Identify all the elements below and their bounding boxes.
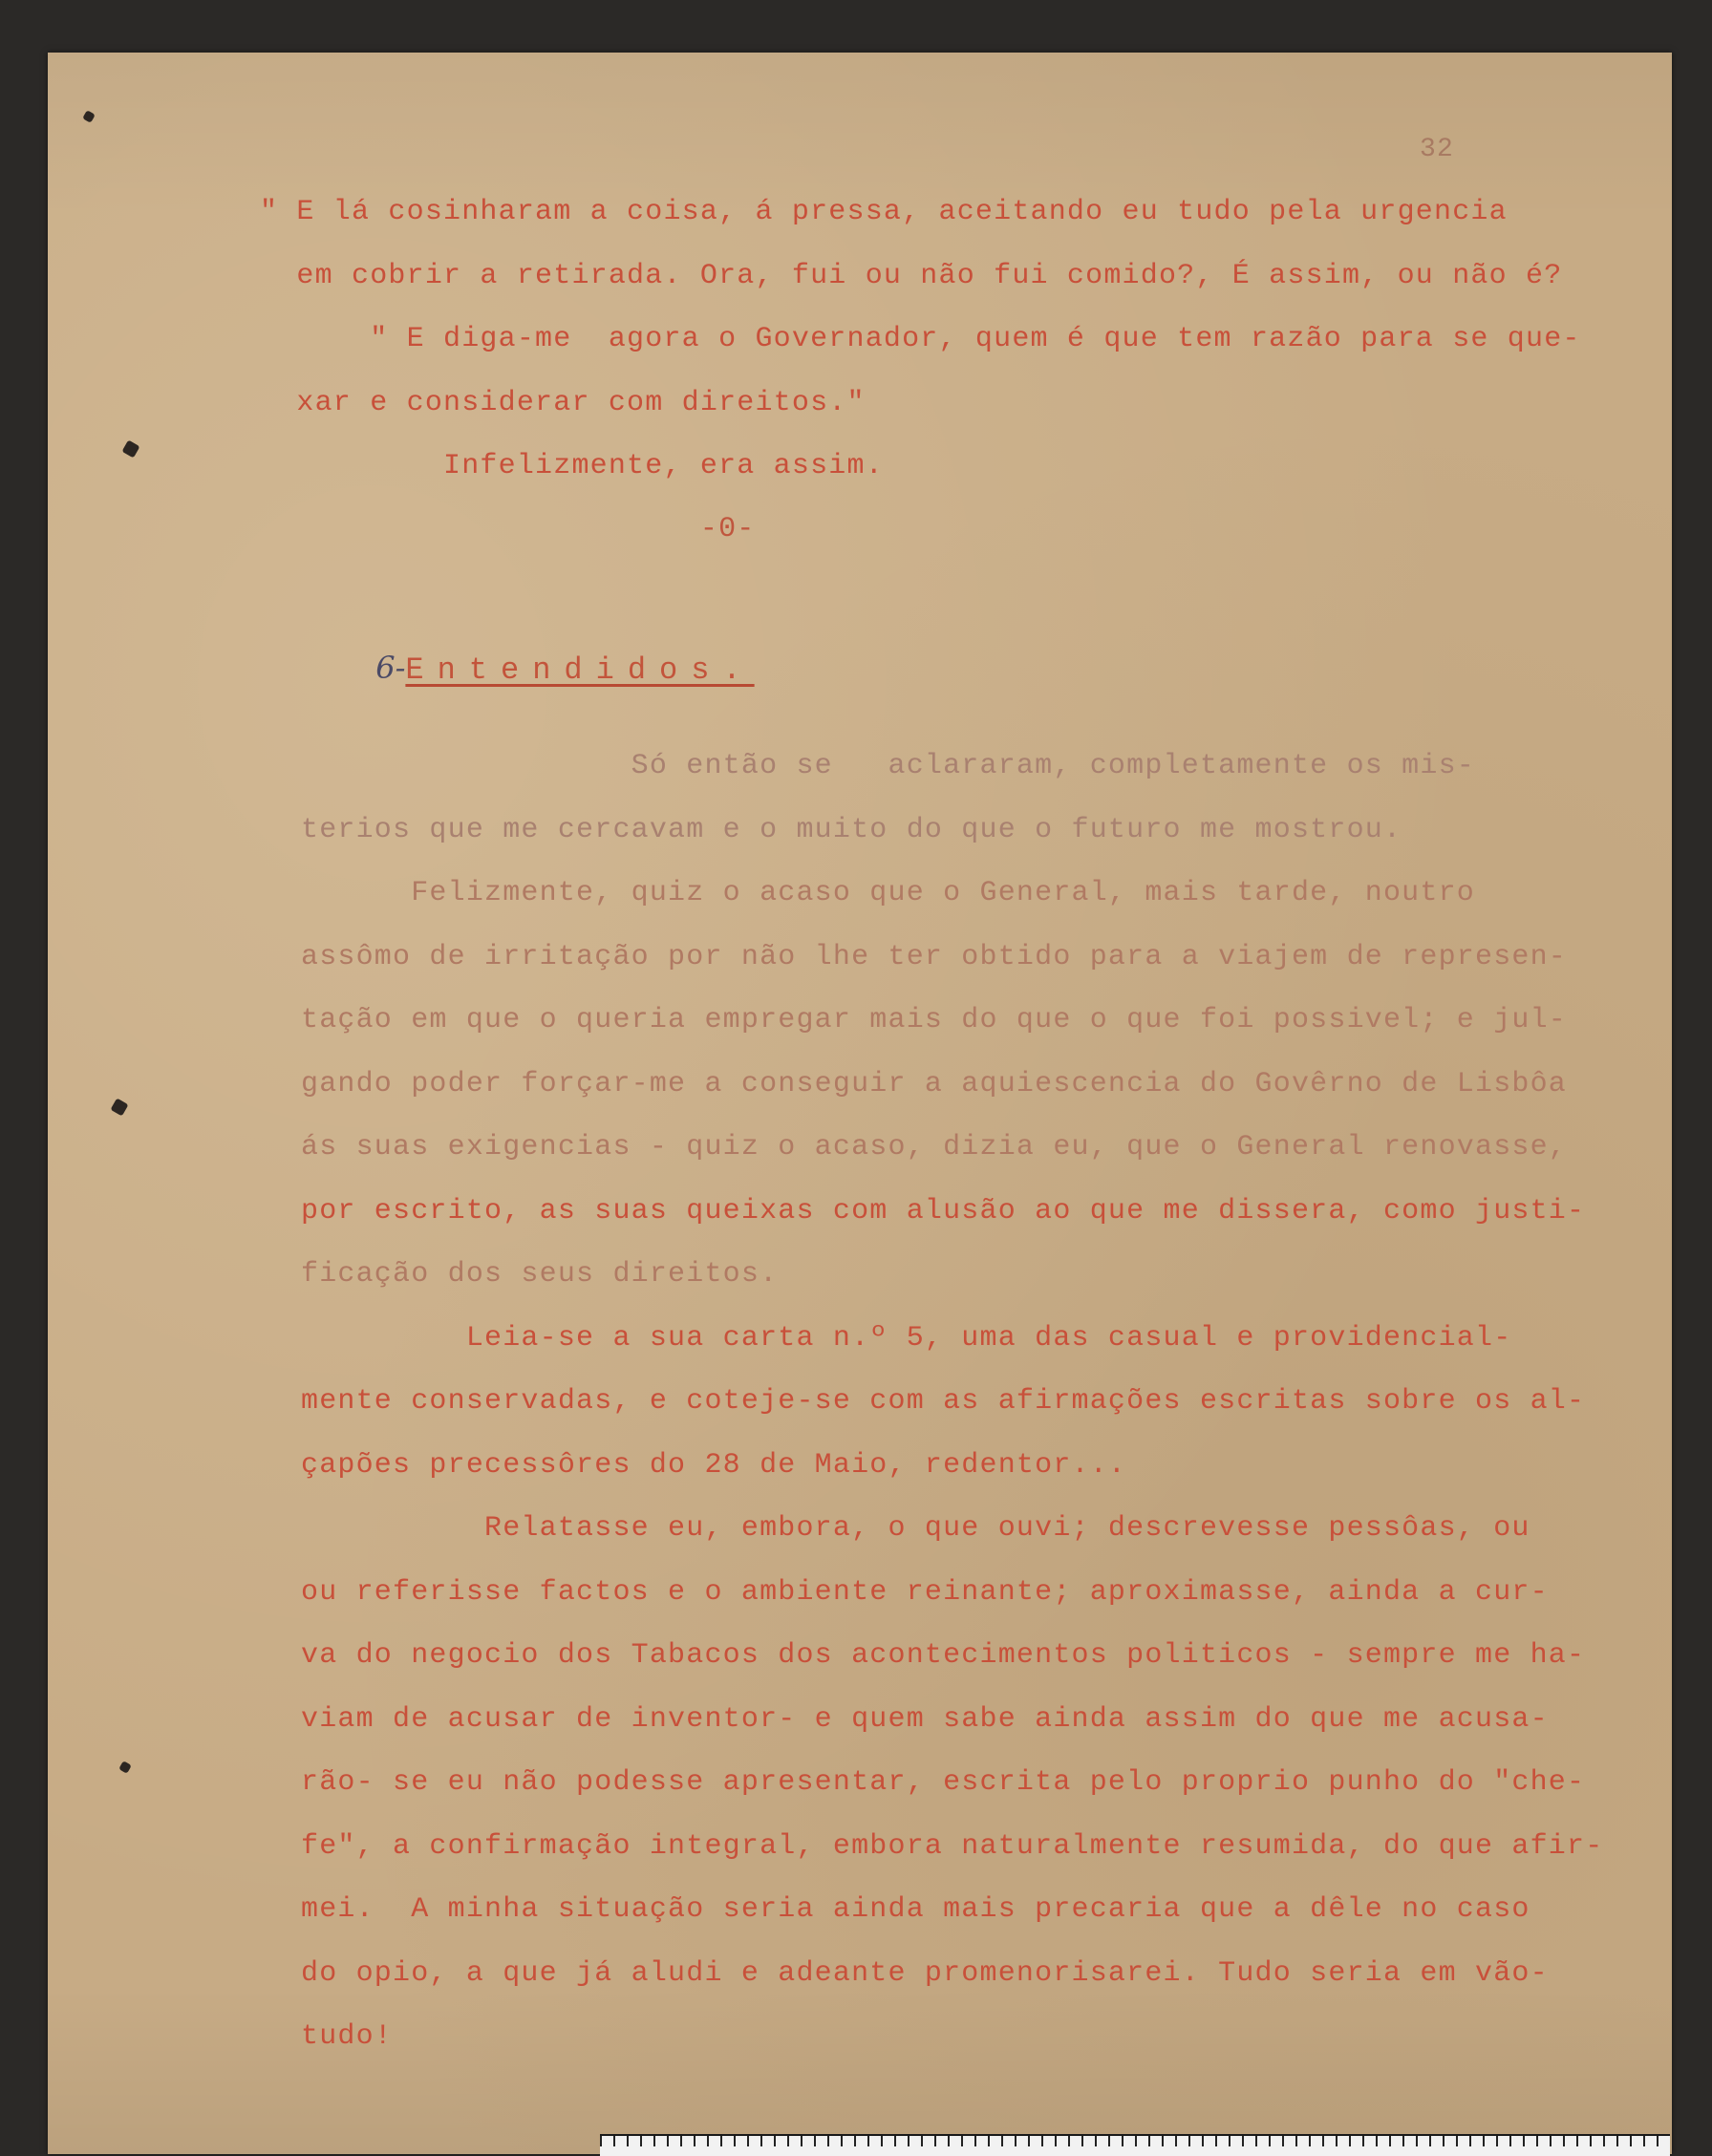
- paragraph-line-21: tudo!: [301, 2020, 394, 2053]
- paragraph-line-16: viam de acusar de inventor- e quem sabe ainda assim do que me acusa-: [301, 1703, 1549, 1736]
- paragraph-line-2: terios que me cercavam e o muito do que o futuro me mostrou.: [301, 814, 1402, 846]
- paragraph-line-8: por escrito, as suas queixas com alusão ao que me dissera, como justi-: [301, 1195, 1586, 1227]
- text-line-2: em cobrir a retirada. Ora, fui ou não fui comido?, É assim, ou não é?: [260, 260, 1563, 292]
- paragraph-line-10: Leia-se a sua carta n.º 5, uma das casual e providencial-: [301, 1322, 1512, 1355]
- paragraph-line-12: çapões precessôres do 28 de Maio, redentor...: [301, 1449, 1127, 1482]
- paragraph-line-20: do opio, a que já aludi e adeante promenorisarei. Tudo seria em vão-: [301, 1957, 1549, 1990]
- scale-ruler: [600, 2134, 1670, 2156]
- text-line-3: " E diga-me agora o Governador, quem é que tem razão para se que-: [260, 323, 1581, 355]
- paragraph-line-6: gando poder forçar-me a conseguir a aquiescencia do Govêrno de Lisbôa: [301, 1068, 1568, 1100]
- section-title: Entendidos.: [405, 652, 755, 688]
- paragraph-line-5: tação em que o queria empregar mais do que o que foi possivel; e jul-: [301, 1004, 1568, 1036]
- section-heading: [260, 614, 755, 723]
- paragraph-line-14: ou referisse factos e o ambiente reinante; aproximasse, ainda a cur-: [301, 1576, 1549, 1609]
- page-number: 32: [1420, 135, 1455, 164]
- paragraph-line-4: assômo de irritação por não lhe ter obtido para a viajem de represen-: [301, 941, 1568, 973]
- paragraph-line-3: Felizmente, quiz o acaso que o General, mais tarde, noutro: [301, 877, 1475, 909]
- paragraph-line-7: ás suas exigencias - quiz o acaso, dizia eu, que o General renovasse,: [301, 1131, 1568, 1163]
- paragraph-line-19: mei. A minha situação seria ainda mais precaria que a dêle no caso: [301, 1893, 1530, 1926]
- text-line-5: Infelizmente, era assim.: [260, 450, 884, 482]
- section-number: 6-: [375, 650, 406, 686]
- paragraph-line-17: rão- se eu não podesse apresentar, escrita pelo proprio punho do "che-: [301, 1766, 1586, 1799]
- document-page: [48, 53, 1672, 2154]
- ink-mark: [110, 1098, 128, 1116]
- paragraph-line-11: mente conservadas, e coteje-se com as afirmações escritas sobre os al-: [301, 1385, 1586, 1418]
- ink-mark: [82, 110, 96, 123]
- paragraph-line-9: ficação dos seus direitos.: [301, 1258, 779, 1291]
- paragraph-line-15: va do negocio dos Tabacos dos acontecimentos politicos - sempre me ha-: [301, 1639, 1586, 1672]
- section-separator: -0-: [260, 513, 756, 545]
- ink-mark: [118, 1761, 132, 1774]
- ink-mark: [121, 439, 139, 458]
- paragraph-line-1: Só então se aclararam, completamente os mis-: [301, 750, 1475, 782]
- paragraph-line-13: Relatasse eu, embora, o que ouvi; descrevesse pessôas, ou: [301, 1512, 1530, 1545]
- paragraph-line-18: fe", a confirmação integral, embora naturalmente resumida, do que afir-: [301, 1830, 1604, 1863]
- text-line-1: " E lá cosinharam a coisa, á pressa, aceitando eu tudo pela urgencia: [260, 196, 1508, 228]
- text-line-4: xar e considerar com direitos.": [260, 387, 866, 419]
